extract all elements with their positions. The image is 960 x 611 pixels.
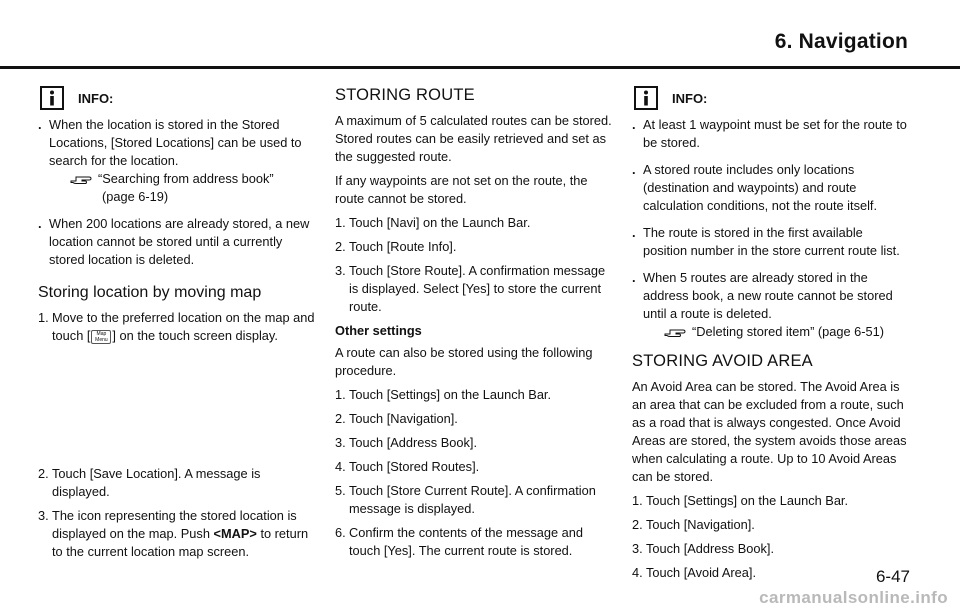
pointing-hand-icon [664, 325, 686, 339]
section-heading: STORING ROUTE [335, 86, 475, 104]
list-item: . At least 1 waypoint must be set for the route to be stored. [632, 117, 907, 150]
info-bullet-list [38, 116, 316, 269]
list-item: . When the location is stored in the Stored Locations, [Stored Locations] can be used to search for the location. “Searching from address book” (page 6-19) [38, 116, 316, 206]
cross-reference[interactable]: “Deleting stored item” (page 6-51) [643, 323, 910, 341]
paragraph: A maximum of 5 calculated routes can be stored. Stored routes can be easily retrieved and set as the suggested route. [335, 113, 612, 164]
list-item: 2. Touch [Save Location]. A message is displayed. [38, 466, 261, 499]
info-label: INFO: [672, 91, 708, 106]
info-label: INFO: [78, 91, 114, 106]
subheading: Storing location by moving map [38, 284, 262, 301]
list-item: 1. Touch [Settings] on the Launch Bar. [335, 387, 552, 402]
page-number: 6-47 [875, 567, 910, 586]
list-item: 3. Touch [Address Book]. [335, 435, 478, 450]
list-item: 1. Move to the preferred location on the map and touch [ Map Menu ] on the touch screen display. [38, 310, 315, 343]
column-right [632, 80, 910, 588]
list-item: 2. Touch [Navigation]. [335, 411, 458, 426]
list-item: 2. Touch [Route Info]. [335, 239, 457, 254]
list-item: 4. Touch [Stored Routes]. [335, 459, 480, 474]
column-left [38, 80, 316, 567]
list-item: 3. Touch [Store Route]. A confirmation message is displayed. Select [Yes] to store the current route. [335, 263, 606, 314]
header-divider [0, 66, 960, 69]
info-bullet-list [632, 116, 910, 341]
list-item: . A stored route includes only locations (destination and waypoints) and route calculation conditions, not the route itself. [632, 162, 878, 213]
list-item: 4. Touch [Avoid Area]. [632, 565, 757, 580]
list-item: 5. Touch [Store Current Route]. A confirmation message is displayed. [335, 483, 596, 516]
figure-space [38, 351, 316, 465]
page-section-title: 6. Navigation [774, 30, 908, 53]
list-item: . The route is stored in the first available position number in the store current route list. [632, 225, 900, 258]
info-header [40, 80, 316, 110]
list-item: . When 200 locations are already stored, a new location cannot be stored until a currently stored location is deleted. [38, 216, 310, 267]
list-item: . When 5 routes are already stored in the address book, a new route cannot be stored until a route is deleted. “Deleting stored item” (page 6-51) [632, 269, 910, 341]
step-list [632, 492, 910, 582]
cross-reference[interactable]: “Searching from address book” (page 6-19) [49, 170, 316, 206]
list-item: 2. Touch [Navigation]. [632, 517, 755, 532]
pointing-hand-icon [70, 172, 92, 186]
paragraph: A route can also be stored using the following procedure. [335, 345, 593, 378]
list-item: 3. The icon representing the stored location is displayed on the map. Push <MAP> to return to the current location map screen. [38, 508, 309, 559]
other-step-list [335, 386, 613, 560]
section-heading: STORING AVOID AREA [632, 352, 813, 370]
info-header [634, 80, 910, 110]
info-icon [634, 86, 658, 110]
watermark: carmanualsonline.info [759, 588, 948, 607]
step-list [38, 309, 316, 561]
paragraph: If any waypoints are not set on the route, the route cannot be stored. [335, 173, 588, 206]
list-item: 1. Touch [Navi] on the Launch Bar. [335, 215, 531, 230]
info-icon [40, 86, 64, 110]
list-item: 3. Touch [Address Book]. [632, 541, 775, 556]
column-middle [335, 84, 613, 566]
other-settings-heading: Other settings [335, 323, 422, 338]
list-item: 6. Confirm the contents of the message and touch [Yes]. The current route is stored. [335, 525, 584, 558]
map-button-label: <MAP> [213, 526, 257, 541]
list-item: 1. Touch [Settings] on the Launch Bar. [632, 493, 849, 508]
step-list [335, 214, 613, 316]
paragraph: An Avoid Area can be stored. The Avoid Area is an area that can be excluded from a route, such as a road that is always congested. Once Avoid Areas are stored, the system avoids those areas when calculating a route. Up to 10 Avoid Areas can be stored. [632, 379, 907, 484]
map-menu-key-icon: Map Menu [91, 330, 111, 344]
